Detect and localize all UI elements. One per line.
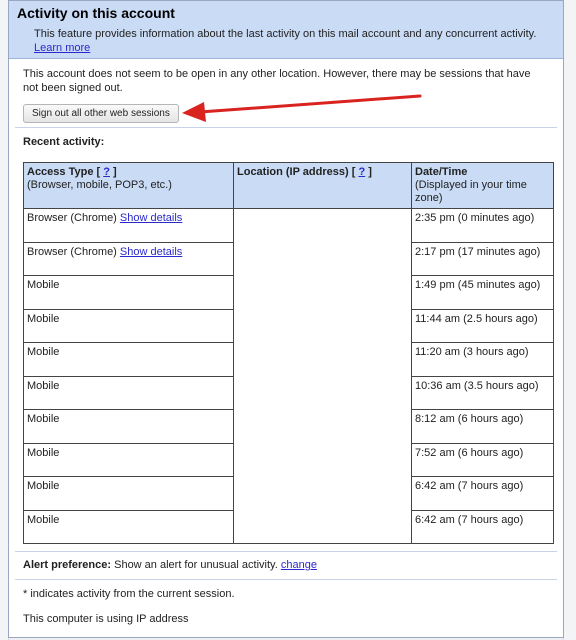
access-type-cell (24, 410, 234, 444)
divider (15, 579, 557, 580)
header-location: Location (IP address) [ ? ] (234, 163, 412, 209)
access-type-value: Mobile (27, 513, 60, 526)
access-type-value: Mobile (27, 413, 60, 425)
session-notice: This account does not seem to be open in any other location. However, there may be sessions that have not been signed out. (23, 68, 531, 94)
access-type-value: Mobile (27, 312, 60, 325)
change-alert-link[interactable]: change (280, 559, 317, 571)
table-row (24, 376, 554, 410)
alert-preference-text: Show an alert for unusual activity. (114, 559, 278, 571)
table-row (24, 410, 554, 444)
access-type-cell (24, 443, 234, 477)
header-datetime: Date/Time (Displayed in your time zone) (412, 163, 554, 209)
table-row (24, 276, 554, 310)
location-cell (234, 376, 412, 410)
datetime-cell: 6:42 am (7 hours ago) (412, 510, 554, 544)
access-type-value: Mobile (27, 446, 60, 459)
sign-out-sessions-button[interactable]: Sign out all other web sessions (23, 104, 179, 123)
datetime-cell: 6:42 am (7 hours ago) (412, 477, 554, 511)
access-type-cell (24, 242, 234, 276)
current-session-footnote: * indicates activity from the current session. (23, 588, 235, 600)
table-row (24, 510, 554, 544)
show-details-link[interactable]: Show details (119, 245, 183, 258)
datetime-subheader: (Displayed in your time zone) (415, 179, 527, 204)
access-type-cell (24, 309, 234, 343)
recent-activity-label: Recent activity: (23, 136, 105, 148)
dialog-header (9, 1, 563, 59)
location-cell (234, 209, 412, 243)
activity-table (23, 162, 554, 544)
alert-preference-label: Alert preference: (23, 559, 112, 571)
datetime-cell: 11:44 am (2.5 hours ago) (412, 309, 554, 343)
location-help-link[interactable]: ? (358, 166, 366, 178)
table-row (24, 209, 554, 243)
location-cell (234, 477, 412, 511)
table-row (24, 477, 554, 511)
datetime-cell: 2:17 pm (17 minutes ago) (412, 242, 554, 276)
datetime-cell: 11:20 am (3 hours ago) (412, 343, 554, 377)
access-type-value: Mobile (27, 346, 60, 358)
location-cell (234, 276, 412, 310)
table-row (24, 242, 554, 276)
access-type-value: Browser (Chrome) (27, 212, 117, 224)
access-type-value: Browser (Chrome) (27, 245, 117, 258)
access-type-value: Mobile (27, 480, 60, 492)
access-type-cell (24, 477, 234, 511)
learn-more-link[interactable]: Learn more (34, 42, 91, 54)
access-type-cell (24, 510, 234, 544)
alert-preference (23, 559, 317, 571)
location-cell (234, 343, 412, 377)
access-type-value: Mobile (27, 379, 60, 392)
location-cell (234, 443, 412, 477)
access-type-cell (24, 209, 234, 243)
divider (15, 551, 557, 552)
access-type-subheader: (Browser, mobile, POP3, etc.) (27, 179, 172, 191)
datetime-cell: 7:52 am (6 hours ago) (412, 443, 554, 477)
dialog-description-text: This feature provides information about the last activity on this mail account and any concurrent activity. (34, 28, 537, 40)
background-right-edge (563, 0, 576, 640)
dialog-description (34, 27, 551, 55)
divider (15, 127, 557, 128)
red-arrow-annotation (178, 92, 428, 122)
access-type-cell (24, 343, 234, 377)
show-details-link[interactable]: Show details (119, 212, 183, 224)
table-header-row (24, 163, 554, 209)
location-cell (234, 242, 412, 276)
datetime-cell: 2:35 pm (0 minutes ago) (412, 209, 554, 243)
header-access-type: Access Type [ ? ] (Browser, mobile, POP3, etc.) (24, 163, 234, 209)
table-row (24, 343, 554, 377)
location-cell (234, 510, 412, 544)
datetime-cell: 1:49 pm (45 minutes ago) (412, 276, 554, 310)
table-row (24, 309, 554, 343)
table-row (24, 443, 554, 477)
access-type-help-link[interactable]: ? (103, 166, 110, 178)
datetime-cell: 8:12 am (6 hours ago) (412, 410, 554, 444)
access-type-cell (24, 276, 234, 310)
access-type-cell (24, 376, 234, 410)
location-cell (234, 410, 412, 444)
datetime-cell: 10:36 am (3.5 hours ago) (412, 376, 554, 410)
access-type-value: Mobile (27, 279, 60, 291)
ip-address-note: This computer is using IP address (23, 613, 189, 625)
location-cell (234, 309, 412, 343)
dialog-title: Activity on this account (17, 5, 175, 21)
